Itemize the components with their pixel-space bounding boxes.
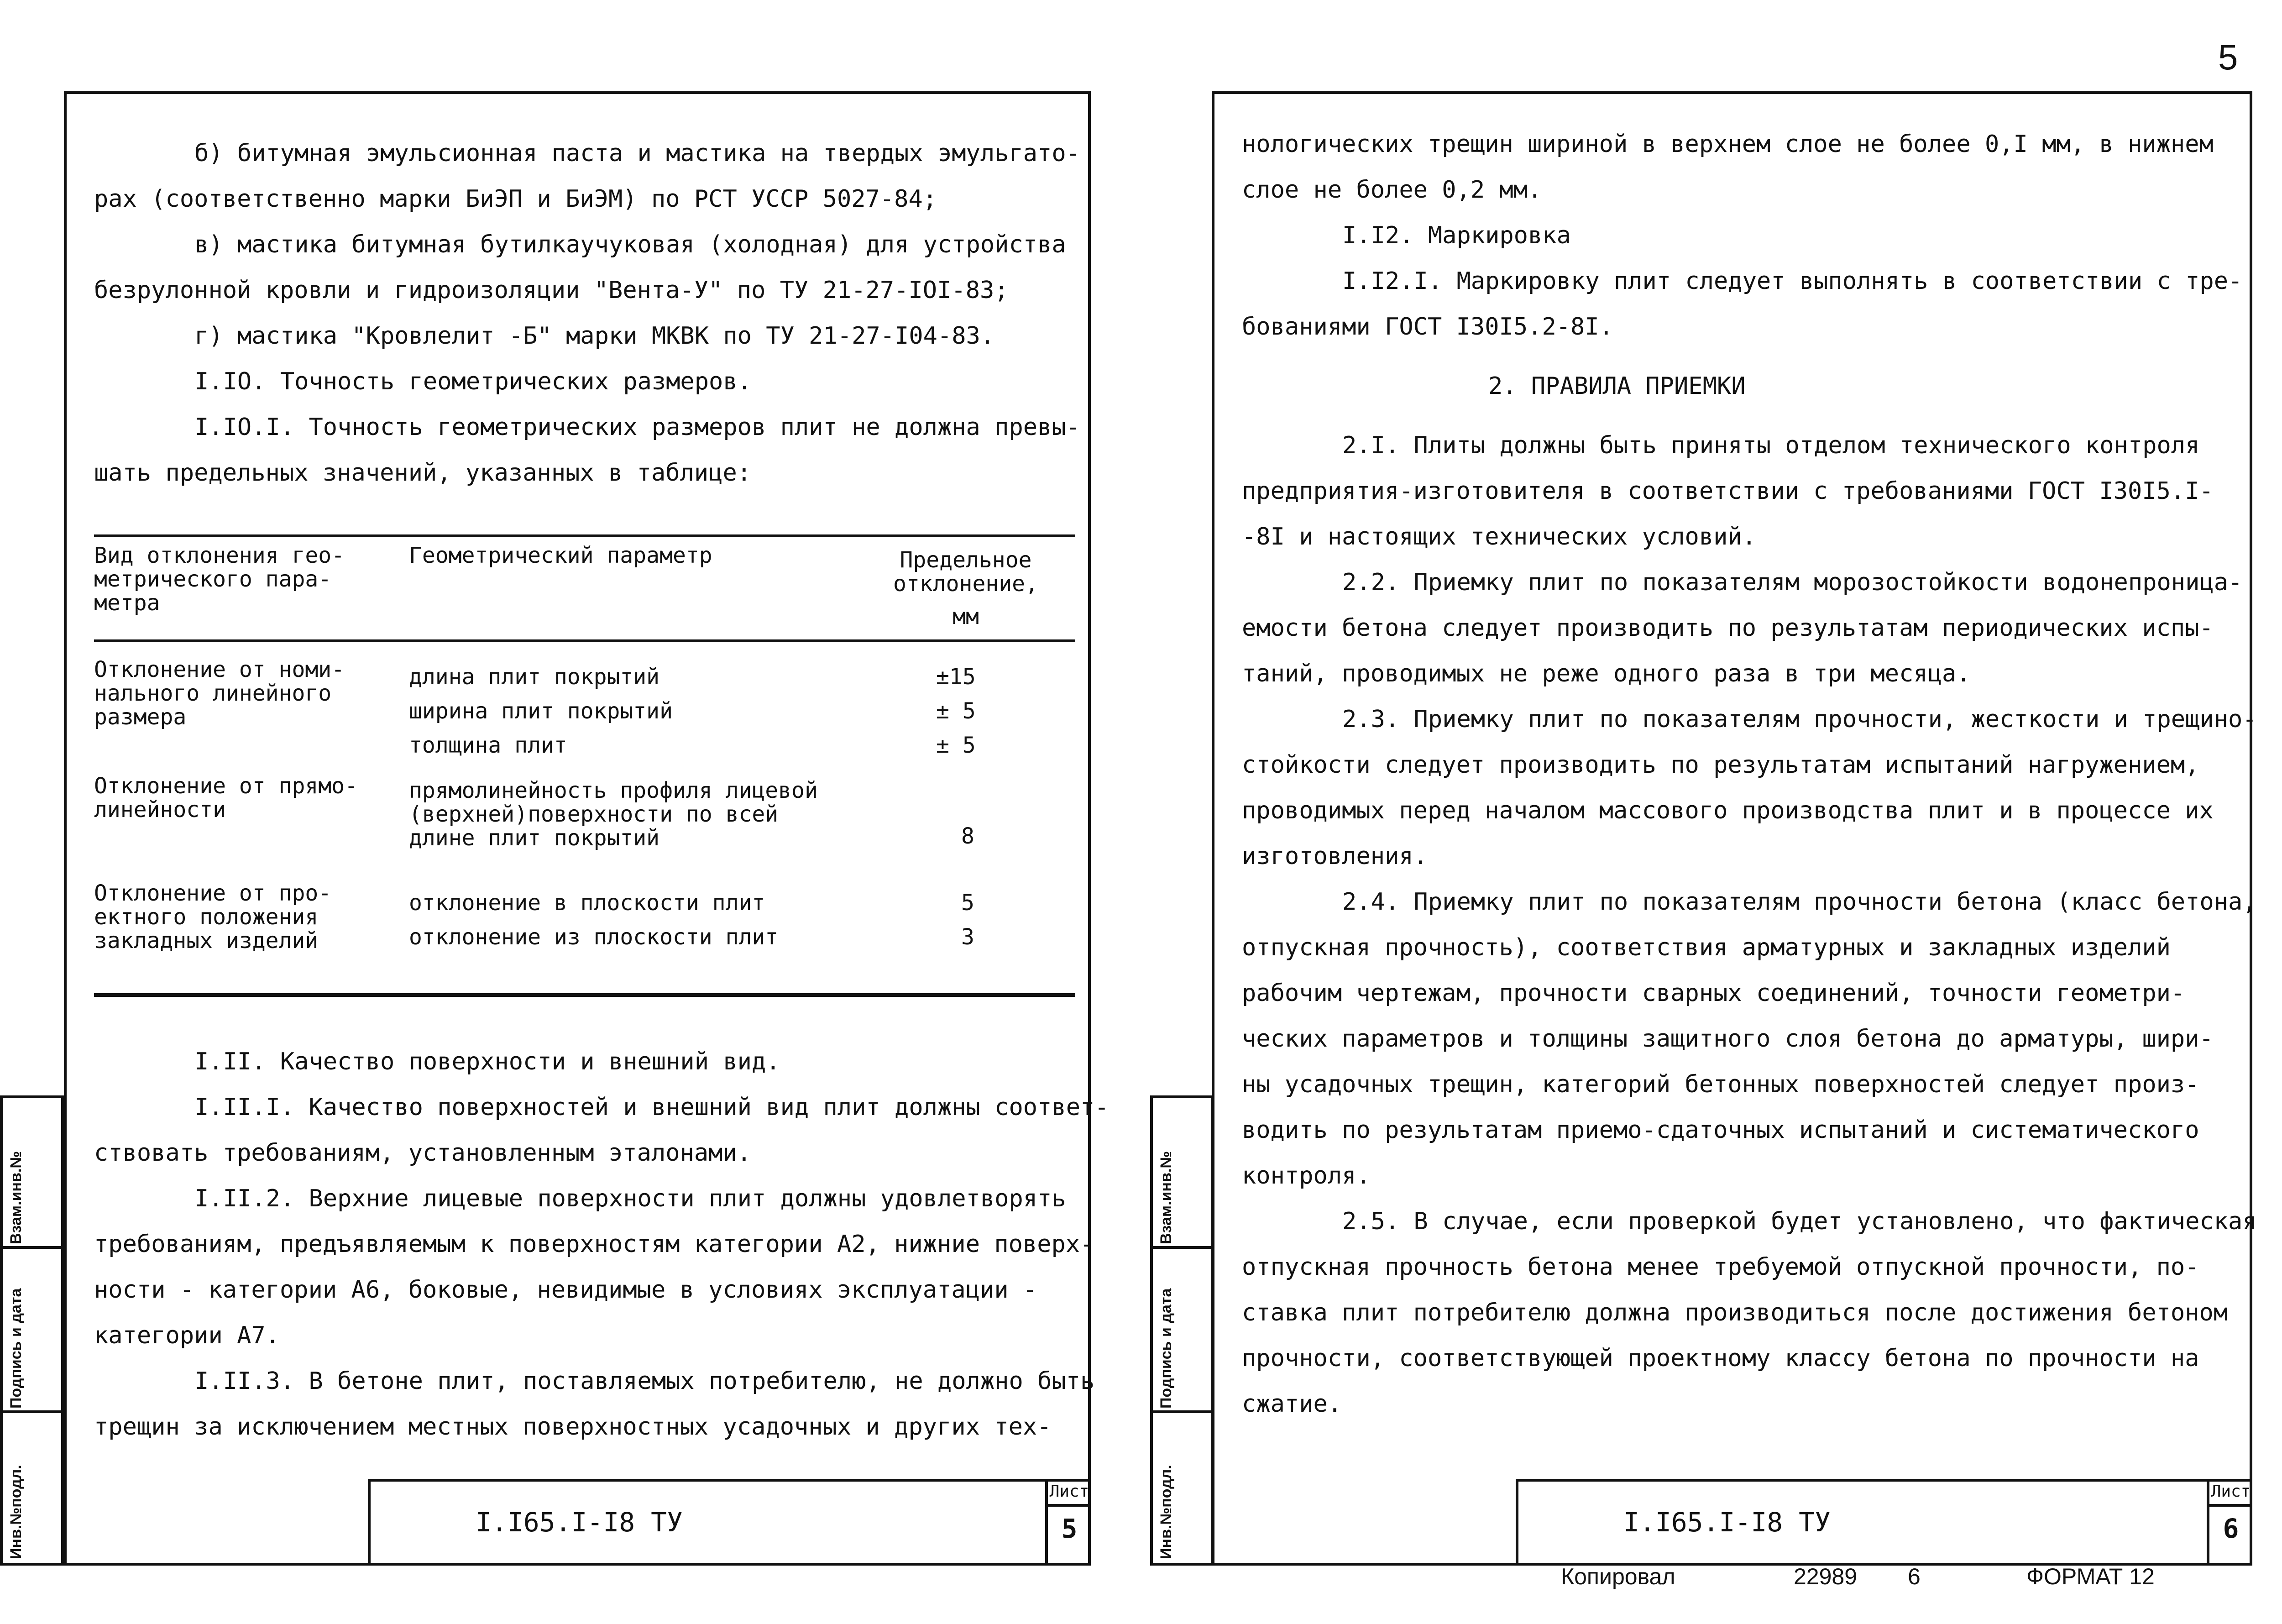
table-row-values (961, 886, 974, 954)
left-text-top (94, 131, 1080, 496)
text-line: предприятия-изготовителя в соответствии с требованиями ГОСТ I30I5.I- (1242, 477, 2214, 505)
table-cell-line: 5 (961, 890, 974, 916)
title-block (368, 1479, 1091, 1566)
section-heading: 2. ПРАВИЛА ПРИЕМКИ (1488, 372, 1746, 400)
text-line: 2.3. Приемку плит по показателям прочности, жесткости и трещино- (1342, 706, 2257, 733)
table-header-limit (879, 548, 1052, 629)
text-line: ности - категории А6, боковые, невидимые в условиях эксплуатации - (94, 1276, 1037, 1304)
text-line: рах (соответственно марки БиЭП и БиЭМ) по РСТ УССР 5027-84; (94, 185, 937, 213)
sheet-number: 5 (1061, 1513, 1078, 1544)
right-sheet (1212, 91, 2257, 1566)
text-line: ческих параметров и толщины защитного слоя бетона до арматуры, шири- (1242, 1025, 2214, 1053)
text-line: трещин за исключением местных поверхностных усадочных и других тех- (94, 1413, 1052, 1441)
text-line: I.IO.I. Точность геометрических размеров плит не должна превы- (194, 414, 1081, 441)
label-orig-inv: Инв.№подл. (1157, 1465, 1175, 1559)
text-line: емости бетона следует производить по результатам периодических испы- (1242, 614, 2214, 642)
text-line: ны усадочных трещин, категорий бетонных поверхностей следует произ- (1242, 1071, 2199, 1098)
text-line: I.II.3. В бетоне плит, поставляемых потребителю, не должно быть (194, 1367, 1095, 1395)
text-line: I.I2.I. Маркировку плит следует выполнять в соответствии с тре- (1342, 267, 2243, 295)
table-cell-line: ширина плит покрытий (409, 698, 673, 724)
table-cell-line: 3 (961, 924, 974, 950)
left-text-bottom (94, 1039, 1109, 1450)
table-row-values (961, 824, 974, 848)
label-orig-inv: Инв.№подл. (7, 1465, 25, 1559)
text-line: шать предельных значений, указанных в таблице: (94, 459, 752, 487)
text-line: рабочим чертежам, прочности сварных соединений, точности геометри- (1242, 980, 2185, 1007)
footer-format: ФОРМАТ 12 (2026, 1564, 2155, 1589)
text-line: -8I и настоящих технических условий. (1242, 523, 1757, 550)
table-rule-top (94, 534, 1075, 537)
footer-order: 22989 (1794, 1564, 1858, 1589)
table-cell-line: ±15 (936, 664, 976, 690)
table-cell-line: отклонение в плоскости плит (409, 890, 765, 916)
table-cell-line: ектного положения (94, 904, 319, 930)
text-line: 2.2. Приемку плит по показателям морозостойкости водонепроница- (1342, 569, 2243, 596)
text-line: отпускная прочность), соответствия арматурных и закладных изделий (1242, 934, 2171, 961)
table-cell-line: линейности (94, 797, 226, 822)
left-side-strip (0, 1095, 64, 1566)
table-cell-line: 8 (961, 823, 974, 849)
table-header-line: мм (953, 604, 979, 629)
table-rule-mid (94, 639, 1075, 642)
right-text (1242, 121, 2257, 1427)
table-row-params (409, 779, 818, 850)
text-line: требованиям, предъявляемым к поверхностям категории А2, нижние поверх- (94, 1231, 1094, 1258)
text-line: 2.I. Плиты должны быть приняты отделом технического контроля (1342, 432, 2200, 459)
text-line: б) битумная эмульсионная паста и мастика на твердых эмульгато- (194, 140, 1081, 167)
text-line: отпускная прочность бетона менее требуемой отпускной прочности, по- (1242, 1253, 2199, 1281)
text-line: проводимых перед началом массового производства плит и в процессе их (1242, 797, 2214, 824)
text-line: I.II.2. Верхние лицевые поверхности плит должны удовлетворять (194, 1185, 1066, 1212)
table-cell-line: Отклонение от про- (94, 880, 332, 906)
table-header-param: Геометрический параметр (409, 543, 712, 568)
text-line: I.II.I. Качество поверхностей и внешний вид плит должны соответ- (194, 1094, 1109, 1121)
section-heading: I.I2. Маркировка (1342, 222, 1571, 249)
table-rule-bottom (94, 993, 1075, 997)
table-row-values (936, 660, 976, 763)
sheet-number: 6 (2223, 1513, 2239, 1544)
table-cell-line: прямолинейность профиля лицевой (409, 778, 818, 803)
document-code: I.I65.I-I8 ТУ (476, 1507, 683, 1538)
label-signature-date: Подпись и дата (7, 1288, 25, 1409)
left-sheet (64, 91, 1109, 1566)
table-row-params (409, 660, 673, 763)
text-line: контроля. (1242, 1162, 1371, 1189)
text-line: 2.4. Приемку плит по показателям прочности бетона (класс бетона, (1342, 888, 2257, 916)
text-line: прочности, соответствующей проектному классу бетона по прочности на (1242, 1345, 2199, 1372)
text-line: сжатие. (1242, 1390, 1342, 1418)
section-heading: I.IO. Точность геометрических размеров. (194, 368, 752, 395)
text-line: изготовления. (1242, 843, 1428, 870)
table-row-kind (94, 658, 345, 729)
text-line: г) мастика "Кровлелит -Б" марки МКВК по ТУ 21-27-I04-83. (194, 322, 995, 350)
footer-copied: Копировал (1561, 1564, 1675, 1589)
table-header-line: метра (94, 590, 160, 616)
label-replace-inv: Взам.инв.№ (7, 1151, 25, 1244)
sheet-number-box (2207, 1479, 2252, 1566)
table-header-line: отклонение, (893, 571, 1038, 597)
text-line: бованиями ГОСТ I30I5.2-8I. (1242, 313, 1613, 341)
table-row-kind (94, 881, 331, 953)
table-cell-line: Отклонение от номи- (94, 657, 345, 682)
sheet-label: Лист (2209, 1479, 2252, 1507)
table-header-line: Предельное (900, 547, 1032, 573)
table-cell-line: толщина плит (409, 733, 567, 758)
right-side-strip (1150, 1095, 1214, 1566)
text-line: стойкости следует производить по результатам испытаний нагружением, (1242, 751, 2199, 779)
table-cell-line: ± 5 (936, 698, 976, 724)
table-header-line: метрического пара- (94, 566, 332, 592)
table-cell-line: длина плит покрытий (409, 664, 660, 690)
table-row-params (409, 886, 778, 954)
text-line: 2.5. В случае, если проверкой будет установлено, что фактическая (1342, 1208, 2257, 1235)
text-line: в) мастика битумная бутилкаучуковая (холодная) для устройства (194, 231, 1066, 258)
table-cell-line: отклонение из плоскости плит (409, 924, 779, 950)
text-line: категории А7. (94, 1322, 280, 1349)
table-cell-line: нального линейного (94, 681, 332, 706)
document-code: I.I65.I-I8 ТУ (1623, 1507, 1831, 1538)
table-cell-line: Отклонение от прямо- (94, 773, 358, 799)
table-cell-line: длине плит покрытий (409, 825, 660, 851)
label-signature-date: Подпись и дата (1157, 1288, 1175, 1409)
table-cell-line: (верхней)поверхности по всей (409, 802, 779, 827)
table-cell-line: размера (94, 704, 187, 730)
table-row-kind (94, 774, 358, 822)
text-line: ствовать требованиям, установленным эталонами. (94, 1139, 752, 1167)
text-line: безрулонной кровли и гидроизоляции "Вента-У" по ТУ 21-27-IOI-83; (94, 277, 1009, 304)
text-line: слое не более 0,2 мм. (1242, 176, 1542, 204)
table-header-line: Вид отклонения гео- (94, 543, 345, 568)
table-cell-line: ± 5 (936, 733, 976, 758)
table-cell-line: закладных изделий (94, 928, 319, 953)
table-header-kind (94, 544, 345, 615)
section-heading: I.II. Качество поверхности и внешний вид. (194, 1048, 780, 1075)
text-line: ставка плит потребителю должна производиться после достижения бетоном (1242, 1299, 2228, 1326)
footer-num: 6 (1908, 1564, 1921, 1589)
title-block (1516, 1479, 2252, 1566)
text-line: водить по результатам приемо-сдаточных испытаний и систематического (1242, 1116, 2199, 1144)
text-line: таний, проводимых не реже одного раза в три месяца. (1242, 660, 1971, 687)
sheet-label: Лист (1048, 1479, 1091, 1507)
page-number: 5 (2218, 37, 2238, 77)
text-line: нологических трещин шириной в верхнем слое не более 0,I мм, в нижнем (1242, 131, 2214, 158)
label-replace-inv: Взам.инв.№ (1157, 1151, 1175, 1244)
sheet-number-box (1045, 1479, 1091, 1566)
